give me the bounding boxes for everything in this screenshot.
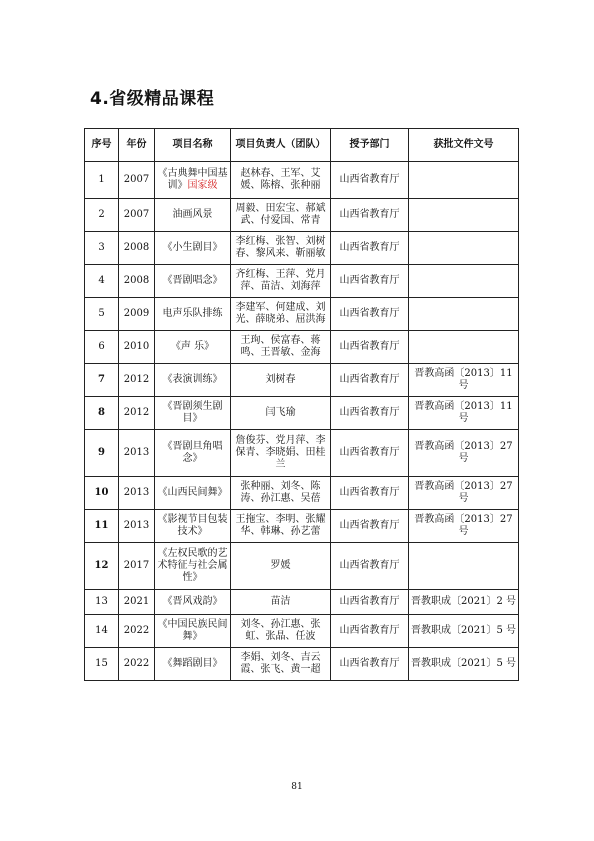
cell-doc bbox=[409, 615, 519, 648]
cell-seq-text: 7 bbox=[98, 374, 105, 385]
cell-name-text: 《晋剧旦角唱念》 bbox=[162, 441, 223, 464]
table-row bbox=[85, 331, 519, 364]
header-name: 项目名称 bbox=[155, 129, 231, 162]
cell-leader bbox=[231, 590, 331, 615]
cell-name bbox=[155, 648, 231, 681]
cell-dept bbox=[331, 510, 409, 543]
cell-year bbox=[119, 397, 155, 430]
cell-year-text: 2012 bbox=[123, 374, 150, 385]
cell-dept-text: 山西省教育厅 bbox=[339, 658, 400, 669]
table-row bbox=[85, 615, 519, 648]
table-header-row bbox=[85, 129, 519, 162]
cell-name-text: 《晋风戏韵》 bbox=[162, 596, 223, 607]
cell-seq-text: 8 bbox=[98, 407, 105, 418]
cell-year bbox=[119, 364, 155, 397]
cell-year-text: 2008 bbox=[123, 242, 150, 253]
cell-name-text: 《晋剧唱念》 bbox=[162, 275, 223, 286]
cell-doc bbox=[409, 648, 519, 681]
cell-seq-text: 6 bbox=[98, 341, 105, 352]
cell-dept-text: 山西省教育厅 bbox=[339, 487, 400, 498]
cell-doc bbox=[409, 590, 519, 615]
cell-name bbox=[155, 430, 231, 477]
cell-dept bbox=[331, 265, 409, 298]
cell-leader-text: 李红梅、张智、刘树春、黎风来、靳丽敏 bbox=[235, 236, 326, 259]
cell-name-text: 《舞蹈剧目》 bbox=[162, 658, 223, 669]
cell-doc bbox=[409, 199, 519, 232]
table-row bbox=[85, 232, 519, 265]
cell-doc-text: 晋教高函〔2013〕27 号 bbox=[414, 481, 513, 504]
cell-leader bbox=[231, 162, 331, 199]
cell-name-text: 《晋剧须生剧目》 bbox=[162, 401, 223, 424]
cell-leader-text: 罗媛 bbox=[270, 560, 291, 571]
course-level-note: 国家级 bbox=[187, 180, 218, 191]
cell-seq-text: 10 bbox=[94, 487, 109, 498]
cell-seq bbox=[85, 648, 119, 681]
cell-leader-text: 王珣、侯富春、蒋鸣、王晋敏、金海 bbox=[240, 335, 321, 358]
cell-year-text: 2013 bbox=[123, 447, 150, 458]
table-row bbox=[85, 430, 519, 477]
cell-leader-text: 李建军、何建成、刘光、薛晓弟、屈洪海 bbox=[235, 302, 326, 325]
table-row bbox=[85, 590, 519, 615]
cell-seq bbox=[85, 615, 119, 648]
cell-leader-text: 张种丽、刘冬、陈涛、孙江惠、吴蓓 bbox=[240, 481, 321, 504]
cell-dept-text: 山西省教育厅 bbox=[339, 308, 400, 319]
header-dept: 授予部门 bbox=[331, 129, 409, 162]
cell-name bbox=[155, 298, 231, 331]
cell-seq-text: 2 bbox=[98, 209, 105, 220]
cell-leader bbox=[231, 510, 331, 543]
cell-name bbox=[155, 265, 231, 298]
cell-doc bbox=[409, 232, 519, 265]
cell-doc bbox=[409, 265, 519, 298]
cell-seq bbox=[85, 510, 119, 543]
table-row bbox=[85, 265, 519, 298]
cell-dept bbox=[331, 331, 409, 364]
cell-year bbox=[119, 648, 155, 681]
cell-doc-text: 晋教高函〔2013〕11 号 bbox=[414, 368, 513, 391]
cell-leader bbox=[231, 199, 331, 232]
cell-year-text: 2022 bbox=[123, 658, 150, 669]
cell-dept bbox=[331, 298, 409, 331]
cell-year-text: 2009 bbox=[123, 308, 150, 319]
cell-dept bbox=[331, 590, 409, 615]
cell-dept bbox=[331, 543, 409, 590]
cell-seq bbox=[85, 298, 119, 331]
cell-leader-text: 赵林春、王军、艾 媛、陈榕、张种丽 bbox=[240, 168, 321, 191]
header-leader: 项目负责人（团队） bbox=[231, 129, 331, 162]
cell-seq-text: 14 bbox=[95, 625, 108, 636]
cell-year bbox=[119, 232, 155, 265]
cell-leader-text: 詹俊芬、党月萍、李保青、李晓娟、田桂兰 bbox=[235, 435, 326, 470]
cell-name bbox=[155, 397, 231, 430]
cell-dept bbox=[331, 162, 409, 199]
cell-dept-text: 山西省教育厅 bbox=[339, 209, 400, 220]
cell-year bbox=[119, 265, 155, 298]
cell-seq-text: 1 bbox=[98, 174, 105, 185]
cell-name-text: 《古典舞中国基训》 bbox=[157, 168, 228, 191]
cell-name-text: 电声乐队排练 bbox=[162, 308, 223, 319]
cell-leader bbox=[231, 648, 331, 681]
header-year: 年份 bbox=[119, 129, 155, 162]
cell-dept-text: 山西省教育厅 bbox=[339, 275, 400, 286]
cell-doc-text: 晋教职成〔2021〕5 号 bbox=[411, 625, 516, 636]
cell-seq-text: 5 bbox=[98, 308, 105, 319]
cell-year bbox=[119, 510, 155, 543]
cell-leader bbox=[231, 331, 331, 364]
cell-leader-text: 苗洁 bbox=[270, 596, 291, 607]
table-row bbox=[85, 298, 519, 331]
table-body bbox=[85, 162, 519, 681]
cell-year-text: 2017 bbox=[123, 560, 150, 571]
cell-name-text: 《左权民歌的艺术特征与社会属性》 bbox=[157, 548, 228, 583]
cell-dept-text: 山西省教育厅 bbox=[339, 560, 400, 571]
section-title: 4.省级精品课程 bbox=[90, 89, 215, 109]
cell-seq-text: 13 bbox=[95, 596, 108, 607]
cell-leader bbox=[231, 397, 331, 430]
cell-doc bbox=[409, 510, 519, 543]
cell-doc-text: 晋教高函〔2013〕11 号 bbox=[414, 401, 513, 424]
cell-seq bbox=[85, 477, 119, 510]
cell-dept-text: 山西省教育厅 bbox=[339, 407, 400, 418]
cell-seq bbox=[85, 232, 119, 265]
table-row bbox=[85, 648, 519, 681]
cell-year bbox=[119, 615, 155, 648]
cell-year bbox=[119, 477, 155, 510]
cell-dept bbox=[331, 232, 409, 265]
table-row bbox=[85, 162, 519, 199]
cell-seq bbox=[85, 265, 119, 298]
cell-name-text: 《影视节目包装技术》 bbox=[157, 514, 228, 537]
cell-seq bbox=[85, 162, 119, 199]
cell-year bbox=[119, 590, 155, 615]
cell-leader-text: 周毅、田宏宝、郝斌武、付爱国、常青 bbox=[235, 203, 326, 226]
cell-leader-text: 刘冬、孙江惠、张虹、张晶、任波 bbox=[240, 619, 321, 642]
table-row bbox=[85, 510, 519, 543]
cell-name bbox=[155, 477, 231, 510]
cell-year-text: 2008 bbox=[123, 275, 150, 286]
cell-doc bbox=[409, 477, 519, 510]
cell-year bbox=[119, 298, 155, 331]
cell-dept bbox=[331, 199, 409, 232]
cell-dept bbox=[331, 397, 409, 430]
cell-seq bbox=[85, 430, 119, 477]
cell-leader bbox=[231, 232, 331, 265]
cell-name bbox=[155, 232, 231, 265]
cell-seq-text: 15 bbox=[95, 658, 108, 669]
cell-dept bbox=[331, 648, 409, 681]
cell-name-text: 《表演训练》 bbox=[162, 374, 223, 385]
cell-dept-text: 山西省教育厅 bbox=[339, 625, 400, 636]
cell-year-text: 2013 bbox=[123, 520, 150, 531]
cell-name bbox=[155, 590, 231, 615]
cell-seq-text: 12 bbox=[94, 560, 109, 571]
header-doc: 获批文件文号 bbox=[409, 129, 519, 162]
cell-leader bbox=[231, 615, 331, 648]
cell-seq bbox=[85, 543, 119, 590]
cell-seq bbox=[85, 397, 119, 430]
cell-name-text: 《山西民间舞》 bbox=[157, 487, 228, 498]
cell-doc bbox=[409, 364, 519, 397]
table-row bbox=[85, 364, 519, 397]
cell-seq bbox=[85, 199, 119, 232]
cell-year-text: 2010 bbox=[123, 341, 150, 352]
cell-doc-text: 晋教职成〔2021〕2 号 bbox=[411, 596, 516, 607]
cell-name-text: 《中国民族民间舞》 bbox=[157, 619, 228, 642]
cell-year bbox=[119, 162, 155, 199]
cell-year-text: 2021 bbox=[123, 596, 150, 607]
cell-doc-text: 晋教高函〔2013〕27 号 bbox=[414, 441, 513, 464]
cell-seq bbox=[85, 331, 119, 364]
cell-leader-text: 齐红梅、王萍、党月萍、苗洁、刘海萍 bbox=[235, 269, 326, 292]
cell-name-text: 《小生剧目》 bbox=[162, 242, 223, 253]
cell-year-text: 2013 bbox=[123, 487, 150, 498]
courses-table bbox=[84, 128, 519, 681]
cell-name bbox=[155, 615, 231, 648]
cell-leader bbox=[231, 477, 331, 510]
cell-year-text: 2007 bbox=[123, 174, 150, 185]
cell-name bbox=[155, 510, 231, 543]
table-row bbox=[85, 543, 519, 590]
cell-dept-text: 山西省教育厅 bbox=[339, 242, 400, 253]
cell-dept-text: 山西省教育厅 bbox=[339, 447, 400, 458]
cell-leader-text: 王拖宝、李明、张耀华、韩琳、孙艺蕾 bbox=[235, 514, 326, 537]
cell-year bbox=[119, 199, 155, 232]
cell-year-text: 2022 bbox=[123, 625, 150, 636]
cell-seq-text: 3 bbox=[98, 242, 105, 253]
cell-doc bbox=[409, 162, 519, 199]
cell-seq bbox=[85, 364, 119, 397]
cell-year bbox=[119, 543, 155, 590]
cell-dept-text: 山西省教育厅 bbox=[339, 341, 400, 352]
cell-doc-text: 晋教高函〔2013〕27 号 bbox=[414, 514, 513, 537]
cell-seq-text: 4 bbox=[98, 275, 105, 286]
cell-name bbox=[155, 364, 231, 397]
header-seq: 序号 bbox=[85, 129, 119, 162]
cell-dept-text: 山西省教育厅 bbox=[339, 174, 400, 185]
cell-dept-text: 山西省教育厅 bbox=[339, 374, 400, 385]
cell-doc bbox=[409, 331, 519, 364]
cell-leader-text: 闫飞瑜 bbox=[265, 407, 296, 418]
cell-dept-text: 山西省教育厅 bbox=[339, 596, 400, 607]
cell-doc bbox=[409, 298, 519, 331]
cell-name bbox=[155, 162, 231, 199]
cell-name bbox=[155, 543, 231, 590]
cell-dept bbox=[331, 364, 409, 397]
cell-leader bbox=[231, 364, 331, 397]
cell-dept-text: 山西省教育厅 bbox=[339, 520, 400, 531]
page-number: 81 bbox=[291, 782, 303, 792]
cell-leader bbox=[231, 543, 331, 590]
table-row bbox=[85, 477, 519, 510]
table-row bbox=[85, 397, 519, 430]
table-row bbox=[85, 199, 519, 232]
cell-name-text: 油画风景 bbox=[172, 209, 213, 220]
cell-seq bbox=[85, 590, 119, 615]
cell-leader-text: 刘树春 bbox=[265, 374, 296, 385]
cell-year bbox=[119, 331, 155, 364]
cell-name-text: 《声 乐》 bbox=[170, 341, 215, 352]
cell-dept bbox=[331, 430, 409, 477]
cell-doc bbox=[409, 397, 519, 430]
cell-leader bbox=[231, 298, 331, 331]
cell-doc-text: 晋教职成〔2021〕5 号 bbox=[411, 658, 516, 669]
cell-doc bbox=[409, 430, 519, 477]
cell-leader bbox=[231, 430, 331, 477]
cell-year-text: 2007 bbox=[123, 209, 150, 220]
cell-leader bbox=[231, 265, 331, 298]
cell-seq-text: 9 bbox=[98, 447, 105, 458]
cell-dept bbox=[331, 615, 409, 648]
cell-doc bbox=[409, 543, 519, 590]
cell-year bbox=[119, 430, 155, 477]
cell-leader-text: 李娟、刘冬、吉云霞、张飞、黄一超 bbox=[240, 652, 321, 675]
cell-name bbox=[155, 331, 231, 364]
cell-name bbox=[155, 199, 231, 232]
cell-dept bbox=[331, 477, 409, 510]
cell-seq-text: 11 bbox=[94, 520, 109, 531]
cell-year-text: 2012 bbox=[123, 407, 150, 418]
